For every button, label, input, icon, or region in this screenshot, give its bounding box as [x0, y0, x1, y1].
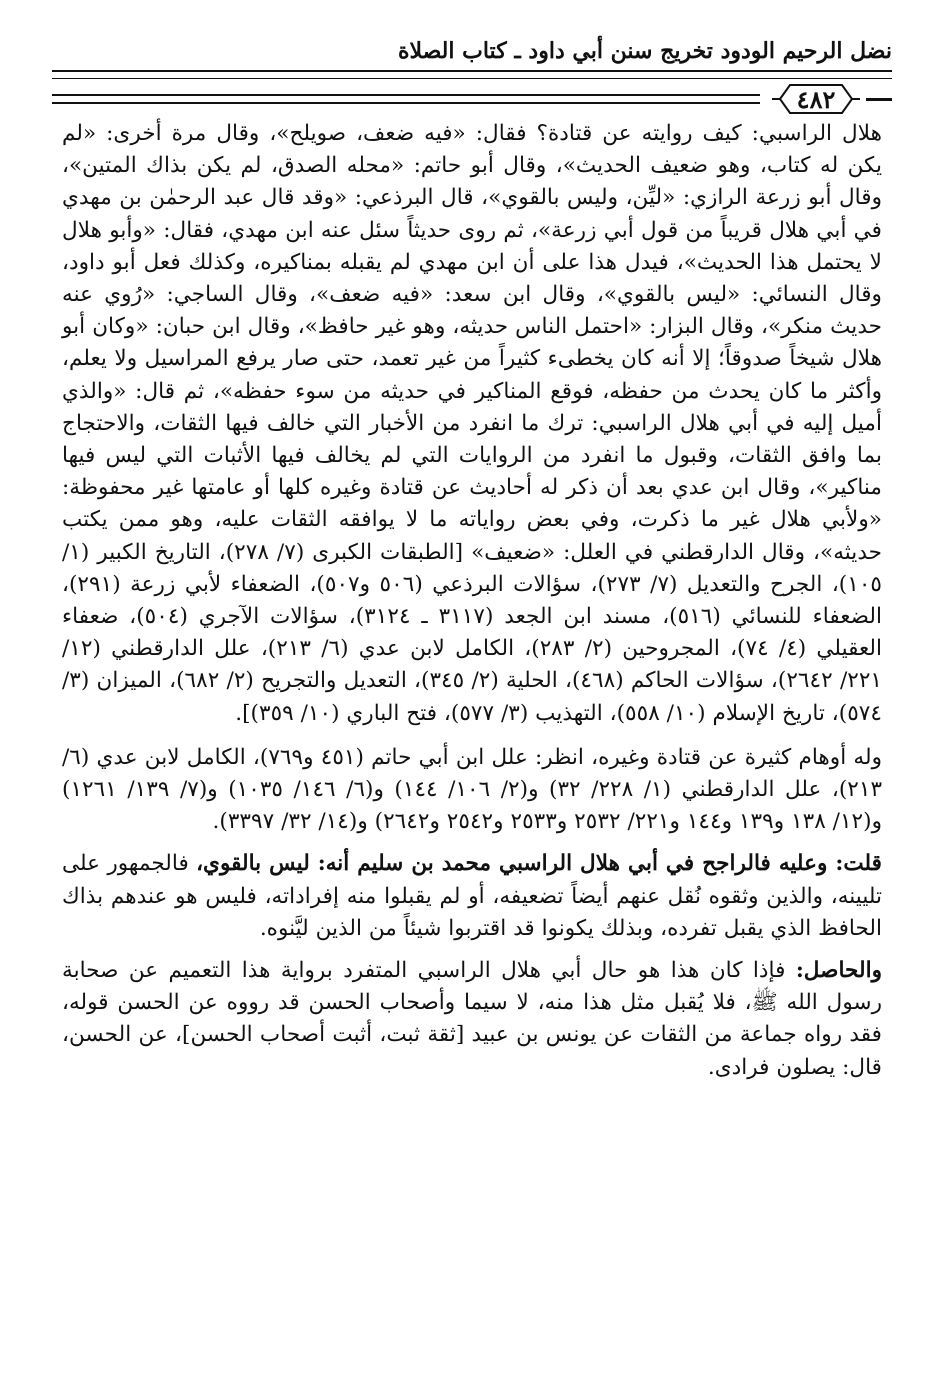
running-title: نضل الرحيم الودود تخريج سنن أبي داود ـ كتاب الصلاة [397, 38, 892, 64]
paragraph-narrators-criticism: هلال الراسبي: كيف روايته عن قتادة؟ فقال: «فيه ضعف، صويلح»، وقال مرة أخرى: «لم يكن له كتاب، وهو ضعيف الحديث»، وقال أبو حاتم: «محله الصدق، لم يكن بذاك المتين»، وقال أبو زرعة الرازي: «ليِّن، وليس بالقوي»، قال البرذعي: «وقد قال عبد الرحمٰن بن مهدي في أبي هلال قريباً من قول أبي زرعة»، ثم روى حديثاً سئل عنه ابن مهدي، فقال: «وأبو هلال لا يحتمل هذا الحديث»، فيدل هذا على أن ابن مهدي لم يقبله بمناكيره، وكذلك فعل أبو داود، وقال النسائي: «ليس بالقوي»، وقال ابن سعد: «فيه ضعف»، وقال الساجي: «رُوي عنه حديث منكر»، وقال البزار: «احتمل الناس حديثه، وهو غير حافظ»، وقال ابن حبان: «وكان أبو هلال شيخاً صدوقاً؛ إلا أنه كان يخطىء كثيراً من غير تعمد، حتى صار يرفع المراسيل ولا يعلم، وأكثر ما كان يحدث من حفظه، فوقع المناكير في حديثه من سوء حفظه»، ثم قال: «والذي أميل إليه في أبي هلال الراسبي: ترك ما انفرد من الأخبار التي خالف فيها الثقات، والاحتجاج بما وافق الثقات، وقبول ما انفرد من الروايات التي لم يخالف فيها الأثبات التي ليس فيها مناكير»، وقال ابن عدي بعد أن ذكر له أحاديث عن قتادة وغيره كلها أو عامتها غير محفوظة: «ولأبي هلال غير ما ذكرت، وفي بعض رواياته ما لا يوافقه الثقات عليه، وهو ممن يكتب حديثه»، وقال الدارقطني في العلل: «ضعيف» [الطبقات الكبرى (٧/ ٢٧٨)، التاريخ الكبير (١/ ١٠٥)، الجرح والتعديل (٧/ ٢٧٣)، سؤالات البرذعي (٥٠٦ و٥٠٧)، الضعفاء لأبي زرعة (٢٩١)، الضعفاء للنسائي (٥١٦)، مسند ابن الجعد (٣١١٧ ـ ٣١٢٤)، سؤالات الآجري (٥٠٤)، ضعفاء العقيلي (٤/ ٧٤)، المجروحين (٢/ ٢٨٣)، الكامل لابن عدي (٦/ ٢١٣)، علل الدارقطني (١٢/ ٢٢١/ ٢٦٤٢)، سؤالات الحاكم (٤٦٨)، الحلية (٢/ ٣٤٥)، التعديل والتجريح (٢/ ٦٨٢)، الميزان (٣/ ٥٧٤)، تاريخ الإسلام (١٠/ ٥٥٨)، التهذيب (٣/ ٥٧٧)، فتح الباري (١٠/ ٣٥٩)]. [62, 121, 883, 726]
ornament-line-left-bottom [52, 102, 760, 104]
ornament-line-right [866, 98, 892, 101]
paragraph-summary-hasil [62, 955, 882, 1084]
page-body [62, 118, 882, 1084]
verdict-explanation: فالجمهور على تليينه، والذين وثقوه نُقل عنهم أيضاً تضعيفه، أو لم يقبلوا منه إفراداته، فليس هو عندهم بذاك الحافظ الذي يقبل تفرده، وبذلك يكونوا قد اقتربوا شيئاً من الذين ليَّنوه. [62, 851, 882, 941]
hasil-label: والحاصل: [795, 958, 882, 984]
page-number-badge [770, 82, 862, 116]
verdict-statement: وعليه فالراجح في أبي هلال الراسبي محمد بن سليم أنه: ليس بالقوي، [196, 851, 836, 877]
qultu-label: قلت: [835, 851, 882, 877]
page-number-frame [52, 30, 892, 130]
ornament-line-left-top [52, 94, 760, 96]
paragraph-errors-references: وله أوهام كثيرة عن قتادة وغيره، انظر: علل ابن أبي حاتم (٤٥١ و٧٦٩)، الكامل لابن عدي (٦/ ٢١٣)، علل الدارقطني (١/ ٢٢٨/ ٣٢) و(٢/ ١٠٦/ ١٤٤) و(٦/ ١٤٦/ ١٠٣٥) و(٧/ ١٣٩/ ١٢٦١) و(١٢/ ١٣٨ و١٣٩ و١٤٤ و٢٢١/ ٢٥٣٢ و٢٥٣٣ و٢٥٤٢ و٢٦٤٢) و(١٤/ ٣٢/ ٣٣٩٧). [62, 744, 883, 835]
summary-text: فإذا كان هذا هو حال أبي هلال الراسبي المتفرد برواية هذا التعميم عن صحابة رسول الله ﷺ، فلا يُقبل مثل هذا منه، لا سيما وأصحاب الحسن قد رووه عن الحسن قوله، فقد رواه جماعة من الثقات عن يونس بن عبيد [ثقة ثبت، أثبت أصحاب الحسن]، عن الحسن، قال: يصلون فرادى. [62, 958, 882, 1080]
paragraph-conclusion-qultu [62, 848, 882, 945]
page-number: ٤٨٢ [796, 84, 836, 114]
